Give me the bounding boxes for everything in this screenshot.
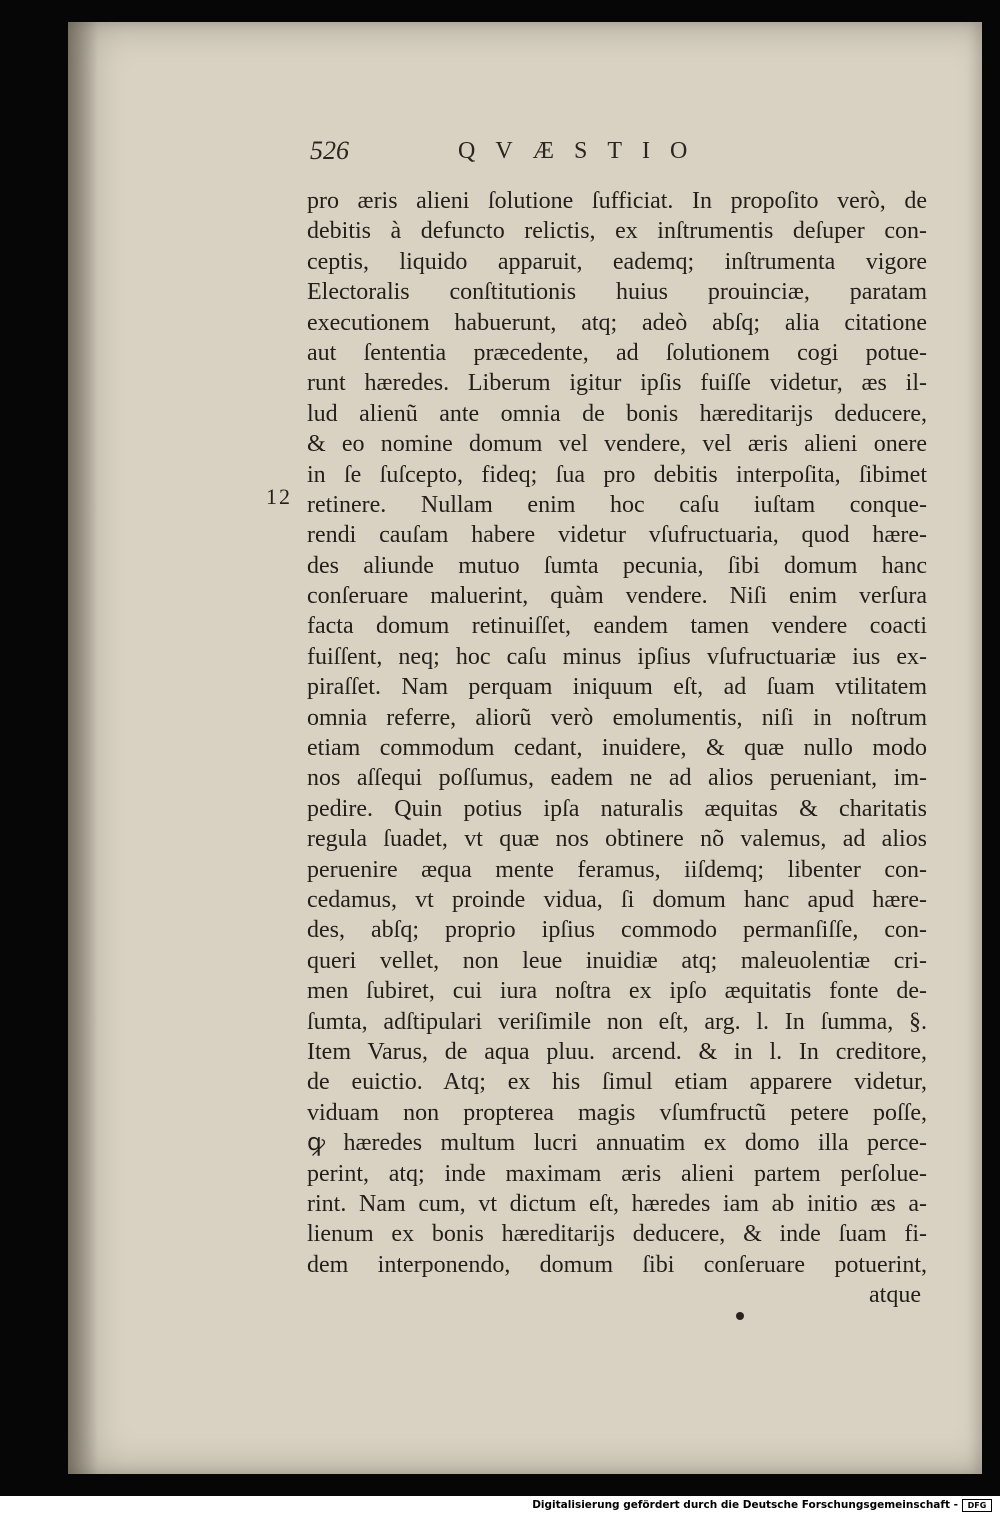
text-line: conſeruare maluerint, quàm vendere. Niſi enim verſura [307,583,927,610]
text-line: pro æris alieni ſolutione ſufficiat. In propoſito verò, de [307,188,927,214]
text-line: lienum ex bonis hæreditarijs deducere, & inde ſuam fi- [307,1221,927,1248]
funding-credit: Digitalisierung gefördert durch die Deutsche Forschungsgemeinschaft - [532,1499,958,1511]
text-line: retinere. Nullam enim hoc caſu iuſtam conque- [307,491,927,518]
running-head [310,136,930,176]
text-line: ceptis, liquido apparuit, eademq; inſtrumenta vigore [307,248,927,275]
dfg-logo-icon: DFG [962,1499,992,1512]
text-line: fuiſſent, neq; hoc caſu minus ipſius vſufructuariæ ius ex- [307,643,927,670]
catchword: atque [869,1282,921,1309]
text-line: pedire. Quin potius ipſa naturalis æquitas & charitatis [307,795,927,822]
text-line: peruenire æqua mente feramus, iiſdemq; libenter con- [307,856,927,883]
text-line: debitis à defuncto relictis, ex inſtrumentis deſuper con- [307,218,927,245]
text-line: perint, atq; inde maximam æris alieni partem perſolue- [307,1160,927,1187]
text-line: ſumta, adſtipulari veriſimile non eſt, arg. l. In ſumma, §. [307,1008,927,1035]
text-line: Item Varus, de aqua pluu. arcend. & in l. In creditore, [307,1038,927,1065]
text-line: etiam commodum cedant, inuidere, & quæ nullo modo [307,735,927,762]
text-line: viduam non propterea magis vſumfructũ petere poſſe, [307,1099,927,1126]
text-line: des aliunde mutuo ſumta pecunia, ſibi domum hanc [307,552,927,579]
text-line: facta domum retinuiſſet, eandem tamen vendere coacti [307,613,927,640]
text-line: & eo nomine domum vel vendere, vel æris alieni onere [307,431,927,458]
text-line: de euictio. Atq; ex his ſimul etiam apparere videtur, [307,1069,927,1096]
text-line: cedamus, vt proinde vidua, ſi domum hanc apud hære- [307,886,927,913]
text-line: rint. Nam cum, vt dictum eſt, hæredes iam ab initio æs a- [307,1190,927,1217]
text-line: in ſe ſuſcepto, fideq; ſua pro debitis interpoſita, ſibimet [307,461,927,488]
text-line: ꝙ hæredes multum lucri annuatim ex domo illa perce- [307,1130,927,1157]
margin-note-number: 12 [266,484,292,509]
text-line: regula ſuadet, vt quæ nos obtinere nõ valemus, ad alios [307,826,927,853]
text-line: Electoralis conſtitutionis huius prouinciæ, paratam [307,279,927,306]
text-line: men ſubiret, cui iura noſtra ex ipſo æquitatis fonte de- [307,978,927,1005]
page-gutter-shadow [68,22,98,1474]
text-line: lud alienũ ante omnia de bonis hæreditarijs deducere, [307,400,927,427]
text-line: queri vellet, non leue inuidiæ atq; maleuolentiæ cri- [307,947,927,974]
text-line: piraſſet. Nam perquam iniquum eſt, ad ſuam vtilitatem [307,674,927,701]
text-line: executionem habuerunt, atq; adeò abſq; alia citatione [307,309,927,336]
running-head-title: QVÆSTIO [458,138,708,164]
body-text [307,186,927,1310]
page-number: 526 [310,136,349,165]
text-line: aut ſententia præcedente, ad ſolutionem cogi potue- [307,339,927,366]
text-line: nos aſſequi poſſumus, eadem ne ad alios perueniant, im- [307,765,927,792]
footer-bar [0,1496,1000,1516]
text-line: des, abſq; proprio ipſius commodo permanſiſſe, con- [307,917,927,944]
ornament-dot-icon [736,1312,744,1320]
text-line: rendi cauſam habere videtur vſufructuaria, quod hære- [307,522,927,549]
text-line: runt hæredes. Liberum igitur ipſis fuiſſe videtur, æs il- [307,370,927,397]
text-line: omnia referre, aliorũ verò emolumentis, niſi in noſtrum [307,704,927,731]
text-line: dem interponendo, domum ſibi conſeruare potuerint, [307,1251,927,1278]
